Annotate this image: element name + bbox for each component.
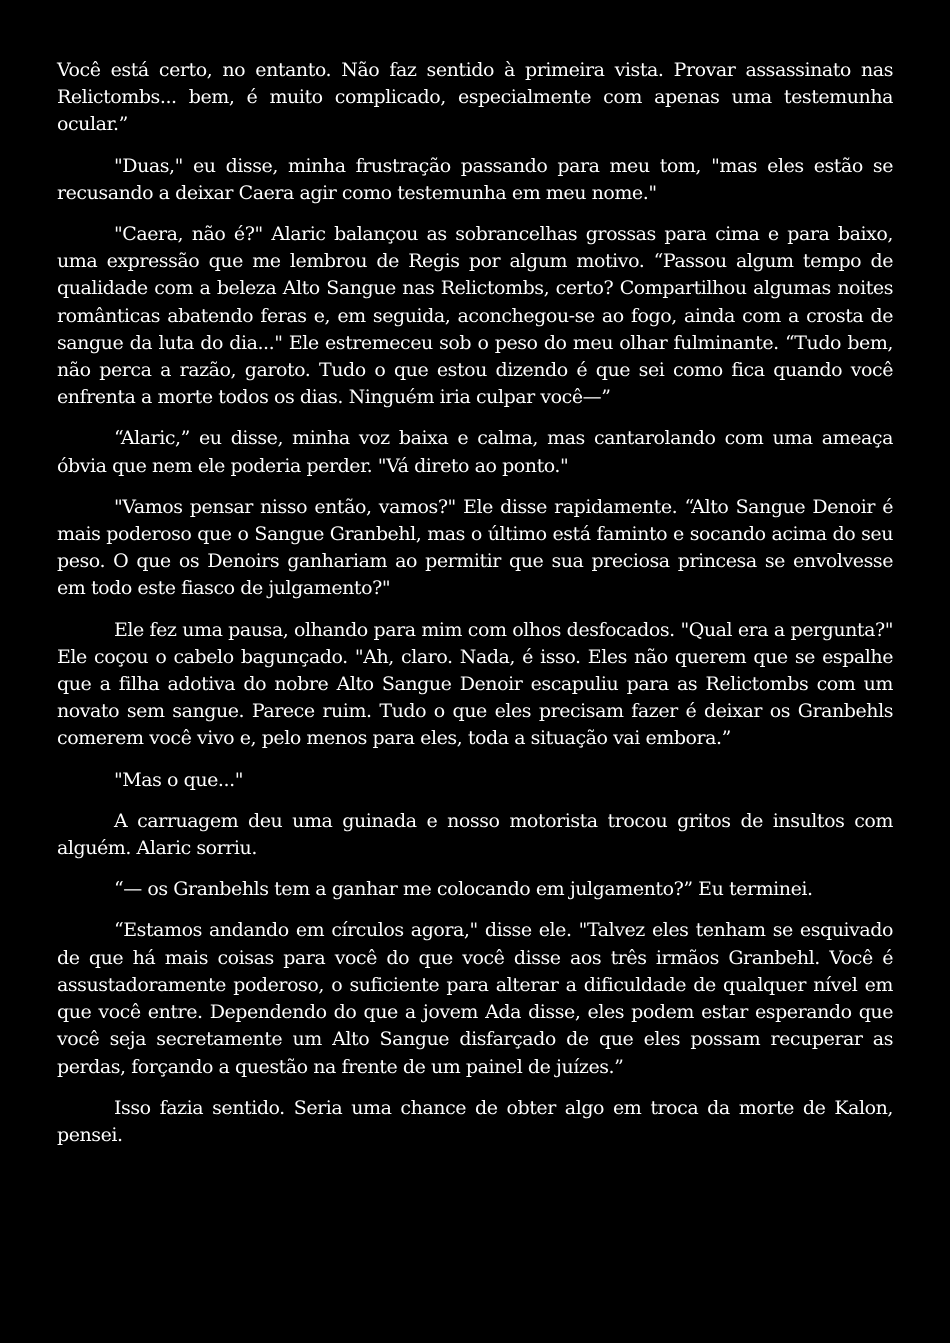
- paragraph-3: "Caera, não é?" Alaric balançou as sobrancelhas grossas para cima e para baixo, uma expressão que me lembrou de Regis por algum motivo. “Passou algum tempo de qualidade com a beleza Alto Sangue nas Relictombs, certo? Compartilhou algumas noites românticas abatendo feras e, em seguida, aconchegou-se ao fogo, ainda com a crosta de sangue da luta do dia..." Ele estremeceu sob o peso do meu olhar fulminante. “Tudo bem, não perca a razão, garoto. Tudo o que estou dizendo é que sei como fica quando você enfrenta a morte todos os dias. Ninguém iria culpar você—”: [57, 223, 893, 409]
- paragraph-4: “Alaric,” eu disse, minha voz baixa e calma, mas cantarolando com uma ameaça óbvia que nem ele poderia perder. "Vá direto ao ponto.": [57, 427, 893, 477]
- paragraph-5: "Vamos pensar nisso então, vamos?" Ele disse rapidamente. “Alto Sangue Denoir é mais poderoso que o Sangue Granbehl, mas o último está faminto e socando acima do seu peso. O que os Denoirs ganhariam ao permitir que sua preciosa princesa se envolvesse em todo este fiasco de julgamento?": [57, 495, 893, 600]
- paragraph-11: Isso fazia sentido. Seria uma chance de obter algo em troca da morte de Kalon, pensei.: [57, 1096, 893, 1146]
- paragraph-9: “— os Granbehls tem a ganhar me colocando em julgamento?” Eu terminei.: [114, 878, 813, 901]
- paragraph-1: Você está certo, no entanto. Não faz sentido à primeira vista. Provar assassinato nas Relictombs... bem, é muito complicado, especialmente com apenas uma testemunha ocular.”: [57, 59, 893, 136]
- paragraph-6: Ele fez uma pausa, olhando para mim com olhos desfocados. "Qual era a pergunta?" Ele coçou o cabelo bagunçado. "Ah, claro. Nada, é isso. Eles não querem que se espalhe que a filha adotiva do nobre Alto Sangue Denoir escapuliu para as Relictombs com um novato sem sangue. Parece ruim. Tudo o que eles precisam fazer é deixar os Granbehls comerem você vivo e, pelo menos para eles, toda a situação vai embora.”: [57, 618, 893, 750]
- paragraph-10: “Estamos andando em círculos agora," disse ele. "Talvez eles tenham se esquivado de que há mais coisas para você do que você disse aos três irmãos Granbehl. Você é assustadoramente poderoso, o suficiente para alterar a dificuldade de qualquer nível em que você entre. Dependendo do que a jovem Ada disse, eles podem estar esperando que você seja secretamente um Alto Sangue disfarçado de que eles possam recuperar as perdas, forçando a questão na frente de um painel de juízes.”: [57, 919, 893, 1078]
- document-page: [57, 57, 893, 1163]
- paragraph-2: "Duas," eu disse, minha frustração passando para meu tom, "mas eles estão se recusando a deixar Caera agir como testemunha em meu nome.": [57, 154, 893, 204]
- paragraph-7: "Mas o que...": [114, 768, 243, 791]
- paragraph-8: A carruagem deu uma guinada e nosso motorista trocou gritos de insultos com alguém. Alaric sorriu.: [57, 809, 893, 860]
